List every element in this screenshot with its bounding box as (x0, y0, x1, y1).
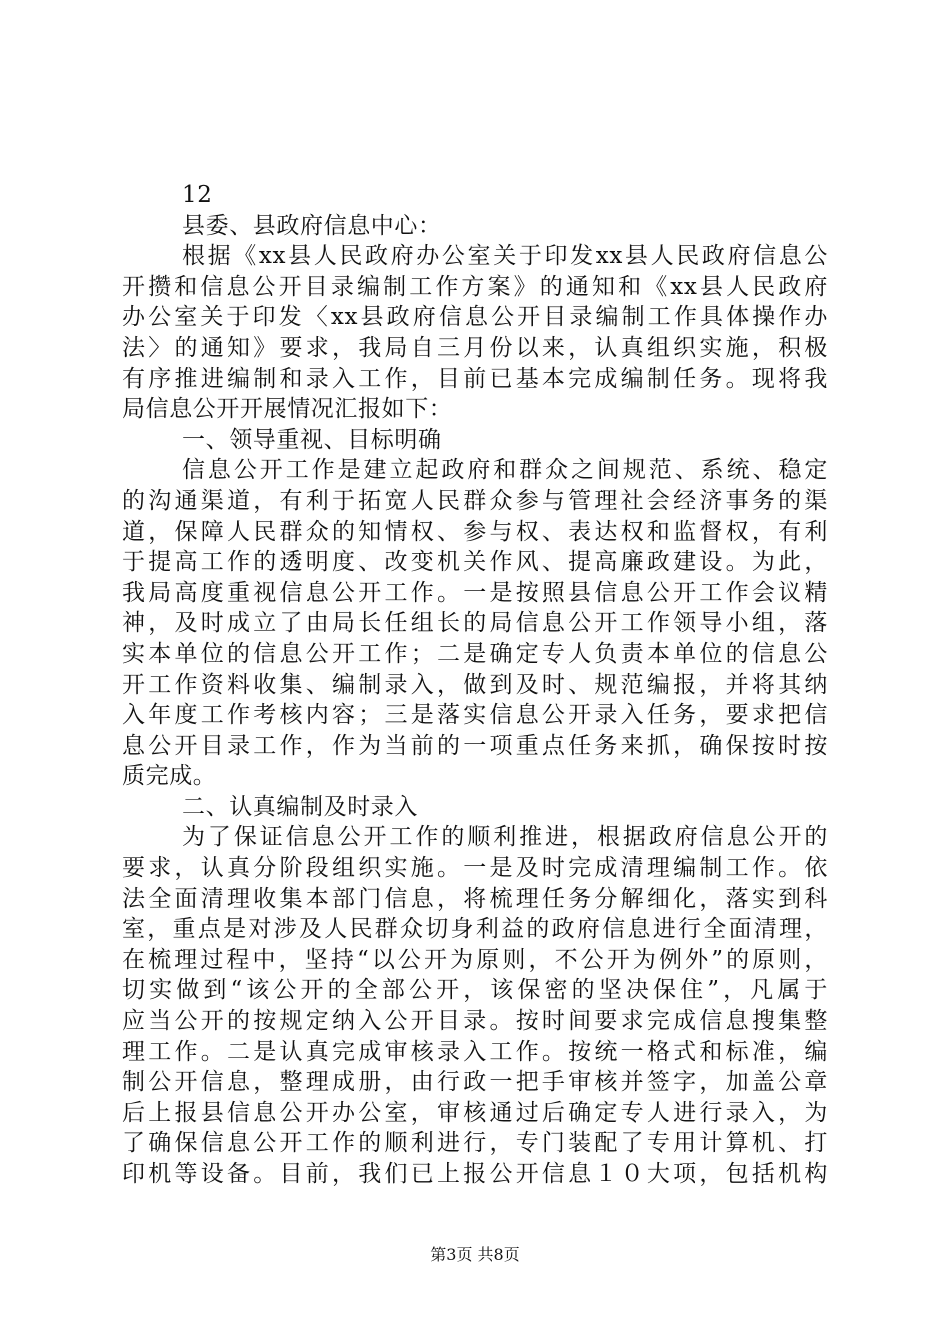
text-line: 要求，认真分阶段组织实施。一是及时完成清理编制工作。依 (122, 855, 828, 882)
text-line: 一、领导重视、目标明确 (182, 426, 442, 453)
text-line: 道，保障人民群众的知情权、参与权、表达权和监督权，有利 (122, 518, 828, 545)
text-line: 了确保信息公开工作的顺利进行，专门装配了专用计算机、打 (122, 1130, 828, 1157)
text-line: 根据《xx县人民政府办公室关于印发xx县人民政府信息公 (182, 243, 828, 270)
text-line: 有序推进编制和录入工作，目前已基本完成编制任务。现将我 (122, 365, 828, 392)
text-line: 在梳理过程中，坚持“以公开为原则，不公开为例外”的原则， (122, 946, 828, 973)
text-line: 开工作资料收集、编制录入，做到及时、规范编报，并将其纳 (122, 671, 828, 698)
text-line: 为了保证信息公开工作的顺利推进，根据政府信息公开的 (182, 824, 828, 851)
document-body (122, 180, 828, 1190)
text-line: 局信息公开开展情况汇报如下： (122, 396, 453, 423)
text-line: 于提高工作的透明度、改变机关作风、提高廉政建设。为此， (122, 549, 828, 576)
text-line: 质完成。 (122, 763, 217, 790)
page-number-label: 12 (182, 182, 213, 208)
page-footer: 第3页 共8页 (430, 1245, 520, 1264)
text-line: 办公室关于印发〈xx县政府信息公开目录编制工作具体操作办 (122, 304, 828, 331)
text-line: 法全面清理收集本部门信息，将梳理任务分解细化，落实到科 (122, 885, 828, 912)
text-line: 理工作。二是认真完成审核录入工作。按统一格式和标准，编 (122, 1038, 828, 1065)
text-line: 切实做到“该公开的全部公开，该保密的坚决保住”，凡属于 (122, 977, 828, 1004)
text-line: 神，及时成立了由局长任组长的局信息公开工作领导小组，落 (122, 610, 828, 637)
text-line: 实本单位的信息公开工作；二是确定专人负责本单位的信息公 (122, 640, 828, 667)
text-line: 室，重点是对涉及人民群众切身利益的政府信息进行全面清理， (122, 916, 828, 943)
text-line: 我局高度重视信息公开工作。一是按照县信息公开工作会议精 (122, 579, 828, 606)
text-line: 后上报县信息公开办公室，审核通过后确定专人进行录入，为 (122, 1099, 828, 1126)
text-line: 开攒和信息公开目录编制工作方案》的通知和《xx县人民政府 (122, 273, 828, 300)
text-line: 制公开信息，整理成册，由行政一把手审核并签字，加盖公章 (122, 1069, 828, 1096)
text-line: 息公开目录工作，作为当前的一项重点任务来抓，确保按时按 (122, 732, 828, 759)
text-line: 入年度工作考核内容；三是落实信息公开录入任务，要求把信 (122, 702, 828, 729)
text-line: 二、认真编制及时录入 (182, 793, 418, 820)
text-line: 的沟通渠道，有利于拓宽人民群众参与管理社会经济事务的渠 (122, 487, 828, 514)
text-line: 信息公开工作是建立起政府和群众之间规范、系统、稳定 (182, 457, 828, 484)
salutation: 县委、县政府信息中心： (182, 212, 442, 239)
text-line: 印机等设备。目前，我们已上报公开信息１０大项，包括机构 (122, 1161, 828, 1187)
text-line: 应当公开的按规定纳入公开目录。按时间要求完成信息搜集整 (122, 1008, 828, 1035)
text-line: 法〉的通知》要求，我局自三月份以来，认真组织实施，积极 (122, 334, 828, 361)
